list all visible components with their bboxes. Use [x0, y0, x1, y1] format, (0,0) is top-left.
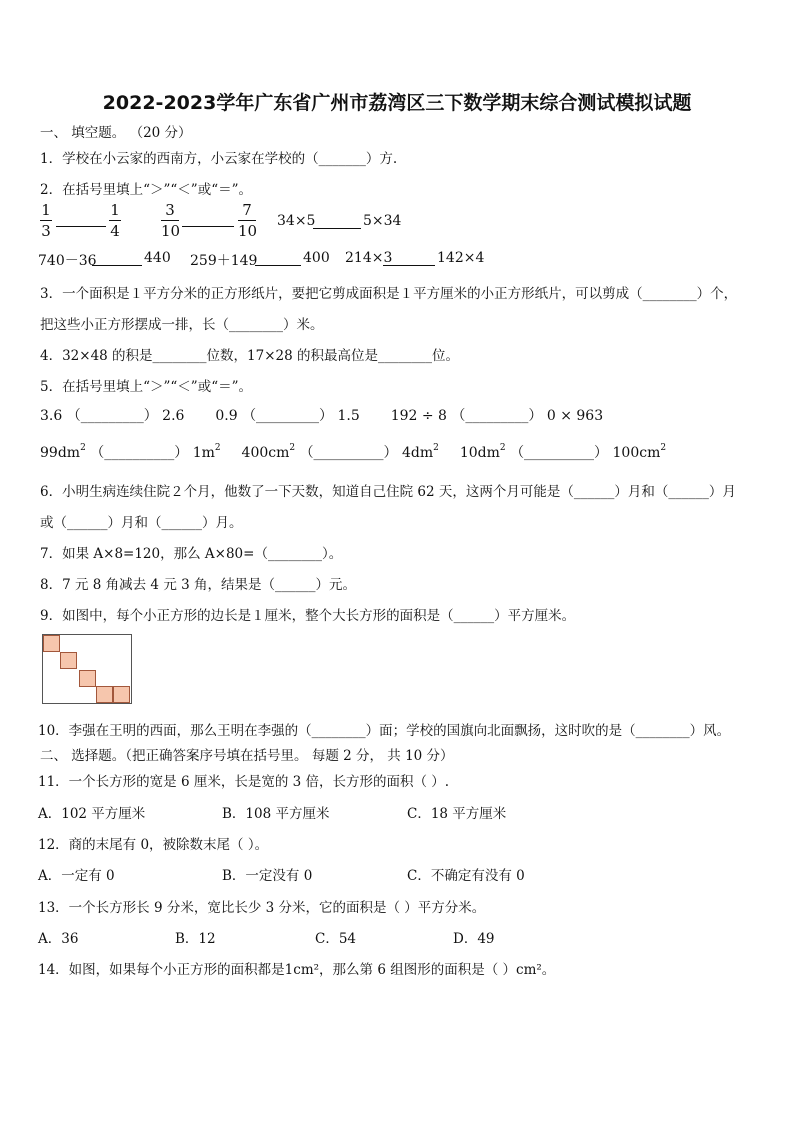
expr-214x3: 214×3	[345, 250, 393, 266]
question-3-line-1: 3．一个面积是１平方分米的正方形纸片，要把它剪成面积是１平方厘米的小正方形纸片，可以剪成（________）个，	[40, 286, 738, 302]
q5-f-left: 10dm	[459, 445, 500, 461]
q5-a-paren[interactable]: （_________）	[66, 408, 158, 424]
q5-b-paren[interactable]: （_________）	[242, 408, 334, 424]
fraction-1-3: 1 3	[41, 201, 51, 240]
q5-b-left: 0.9	[215, 408, 238, 424]
expr-142x4: 142×4	[437, 250, 485, 266]
answer-blank[interactable]	[383, 265, 435, 266]
square-cell	[79, 670, 96, 687]
q5-d-paren[interactable]: （__________）	[90, 445, 189, 461]
q5-d-right: 1m	[192, 445, 215, 461]
question-3-line-2: 把这些小正方形摆成一排，长（________）米。	[40, 317, 324, 333]
question-7: 7．如果 A×8=120，那么 A×80=（________）。	[40, 546, 343, 562]
page-title: 2022-2023学年广东省广州市荔湾区三下数学期末综合测试模拟试题	[102, 92, 692, 114]
question-5: 5．在括号里填上“＞”“＜”或“＝”。	[40, 379, 252, 395]
q5-f-right: 100cm	[612, 445, 661, 461]
answer-blank[interactable]	[92, 265, 142, 266]
q12-option-c[interactable]: C．不确定有没有 0	[407, 868, 525, 884]
answer-blank[interactable]	[255, 265, 301, 266]
square-cell	[60, 652, 77, 669]
section-1-heading: 一、 填空题。 （20 分）	[40, 125, 192, 141]
q5-d-left: 99dm	[40, 445, 81, 461]
question-1: 1．学校在小云家的西南方，小云家在学校的（_______）方.	[40, 151, 398, 167]
fraction-3-10: 3 10	[161, 201, 181, 240]
q5-e-paren[interactable]: （__________）	[299, 445, 398, 461]
square-cell	[113, 686, 130, 703]
fraction-1-4: 1 4	[110, 201, 120, 240]
question-4: 4．32×48 的积是________位数，17×28 的积最高位是________位。	[40, 348, 460, 364]
q11-option-c[interactable]: C．18 平方厘米	[407, 806, 507, 822]
q12-option-b[interactable]: B．一定没有 0	[222, 868, 313, 884]
q11-option-a[interactable]: A．102 平方厘米	[38, 806, 146, 822]
question-10: 10．李强在王明的西面，那么王明在李强的（________）面；学校的国旗向北面飘扬，这时吹的是（________）风。	[38, 723, 731, 739]
square-cell	[43, 635, 60, 652]
q5-e-right: 4dm	[402, 445, 434, 461]
answer-blank[interactable]	[182, 226, 234, 227]
q13-option-d[interactable]: D．49	[453, 931, 495, 947]
q5-c-paren[interactable]: （_________）	[451, 408, 543, 424]
expr-440: 440	[144, 250, 171, 266]
q5-row-1	[40, 405, 603, 425]
q13-option-c[interactable]: C．54	[315, 931, 357, 947]
question-13: 13．一个长方形长 9 分米，宽比长少 3 分米，它的面积是（ ）平方分米。	[38, 900, 486, 916]
fraction-7-10: 7 10	[238, 201, 258, 240]
q13-option-b[interactable]: B．12	[175, 931, 216, 947]
q5-c-left: 192 ÷ 8	[390, 408, 447, 424]
q5-row-2: $99dm^2$ （__________） $1m^2$ $400cm^2$ （__________） $4dm^2$ $10dm^2$ （__________） $100cm^2$	[40, 443, 667, 461]
q5-b-right: 1.5	[337, 408, 360, 424]
question-6-line-1: 6．小明生病连续住院２个月，他数了一下天数，知道自己住院 62 天，这两个月可能是（______）月和（______）月	[40, 484, 736, 500]
question-2: 2．在括号里填上“＞”“＜”或“＝”。	[40, 182, 252, 198]
square-cell	[96, 686, 113, 703]
answer-blank[interactable]	[313, 228, 361, 229]
question-8: 8．7 元 8 角减去 4 元 3 角，结果是（______）元。	[40, 577, 356, 593]
question-12: 12．商的末尾有 0，被除数末尾（ ）。	[38, 837, 269, 853]
section-2-heading: 二、 选择题。（把正确答案序号填在括号里。 每题 2 分， 共 10 分）	[40, 748, 454, 764]
q5-e-left: 400cm	[241, 445, 290, 461]
expr-34x5: 34×5	[277, 213, 316, 229]
q5-c-right: 0 × 963	[546, 408, 604, 424]
expr-5x34: 5×34	[363, 213, 402, 229]
question-14: 14．如图，如果每个小正方形的面积都是1cm²，那么第 6 组图形的面积是（ ）cm²。	[38, 962, 556, 978]
q13-option-a[interactable]: A．36	[38, 931, 79, 947]
question-9: 9．如图中，每个小正方形的边长是１厘米，整个大长方形的面积是（______）平方厘米。	[40, 608, 576, 624]
answer-blank[interactable]	[56, 226, 106, 227]
q11-option-b[interactable]: B．108 平方厘米	[222, 806, 330, 822]
q9-rectangle-figure	[42, 634, 132, 704]
question-11: 11．一个长方形的宽是 6 厘米，长是宽的 3 倍，长方形的面积（ ）.	[38, 774, 450, 790]
expr-740-36: 740－36	[38, 253, 97, 269]
q5-a-left: 3.6	[40, 408, 63, 424]
q5-a-right: 2.6	[162, 408, 185, 424]
q5-f-paren[interactable]: （__________）	[510, 445, 609, 461]
question-6-line-2: 或（______）月和（______）月。	[40, 515, 243, 531]
q12-option-a[interactable]: A．一定有 0	[38, 868, 115, 884]
expr-400: 400	[303, 250, 330, 266]
expr-259+149: 259＋149	[190, 253, 258, 269]
